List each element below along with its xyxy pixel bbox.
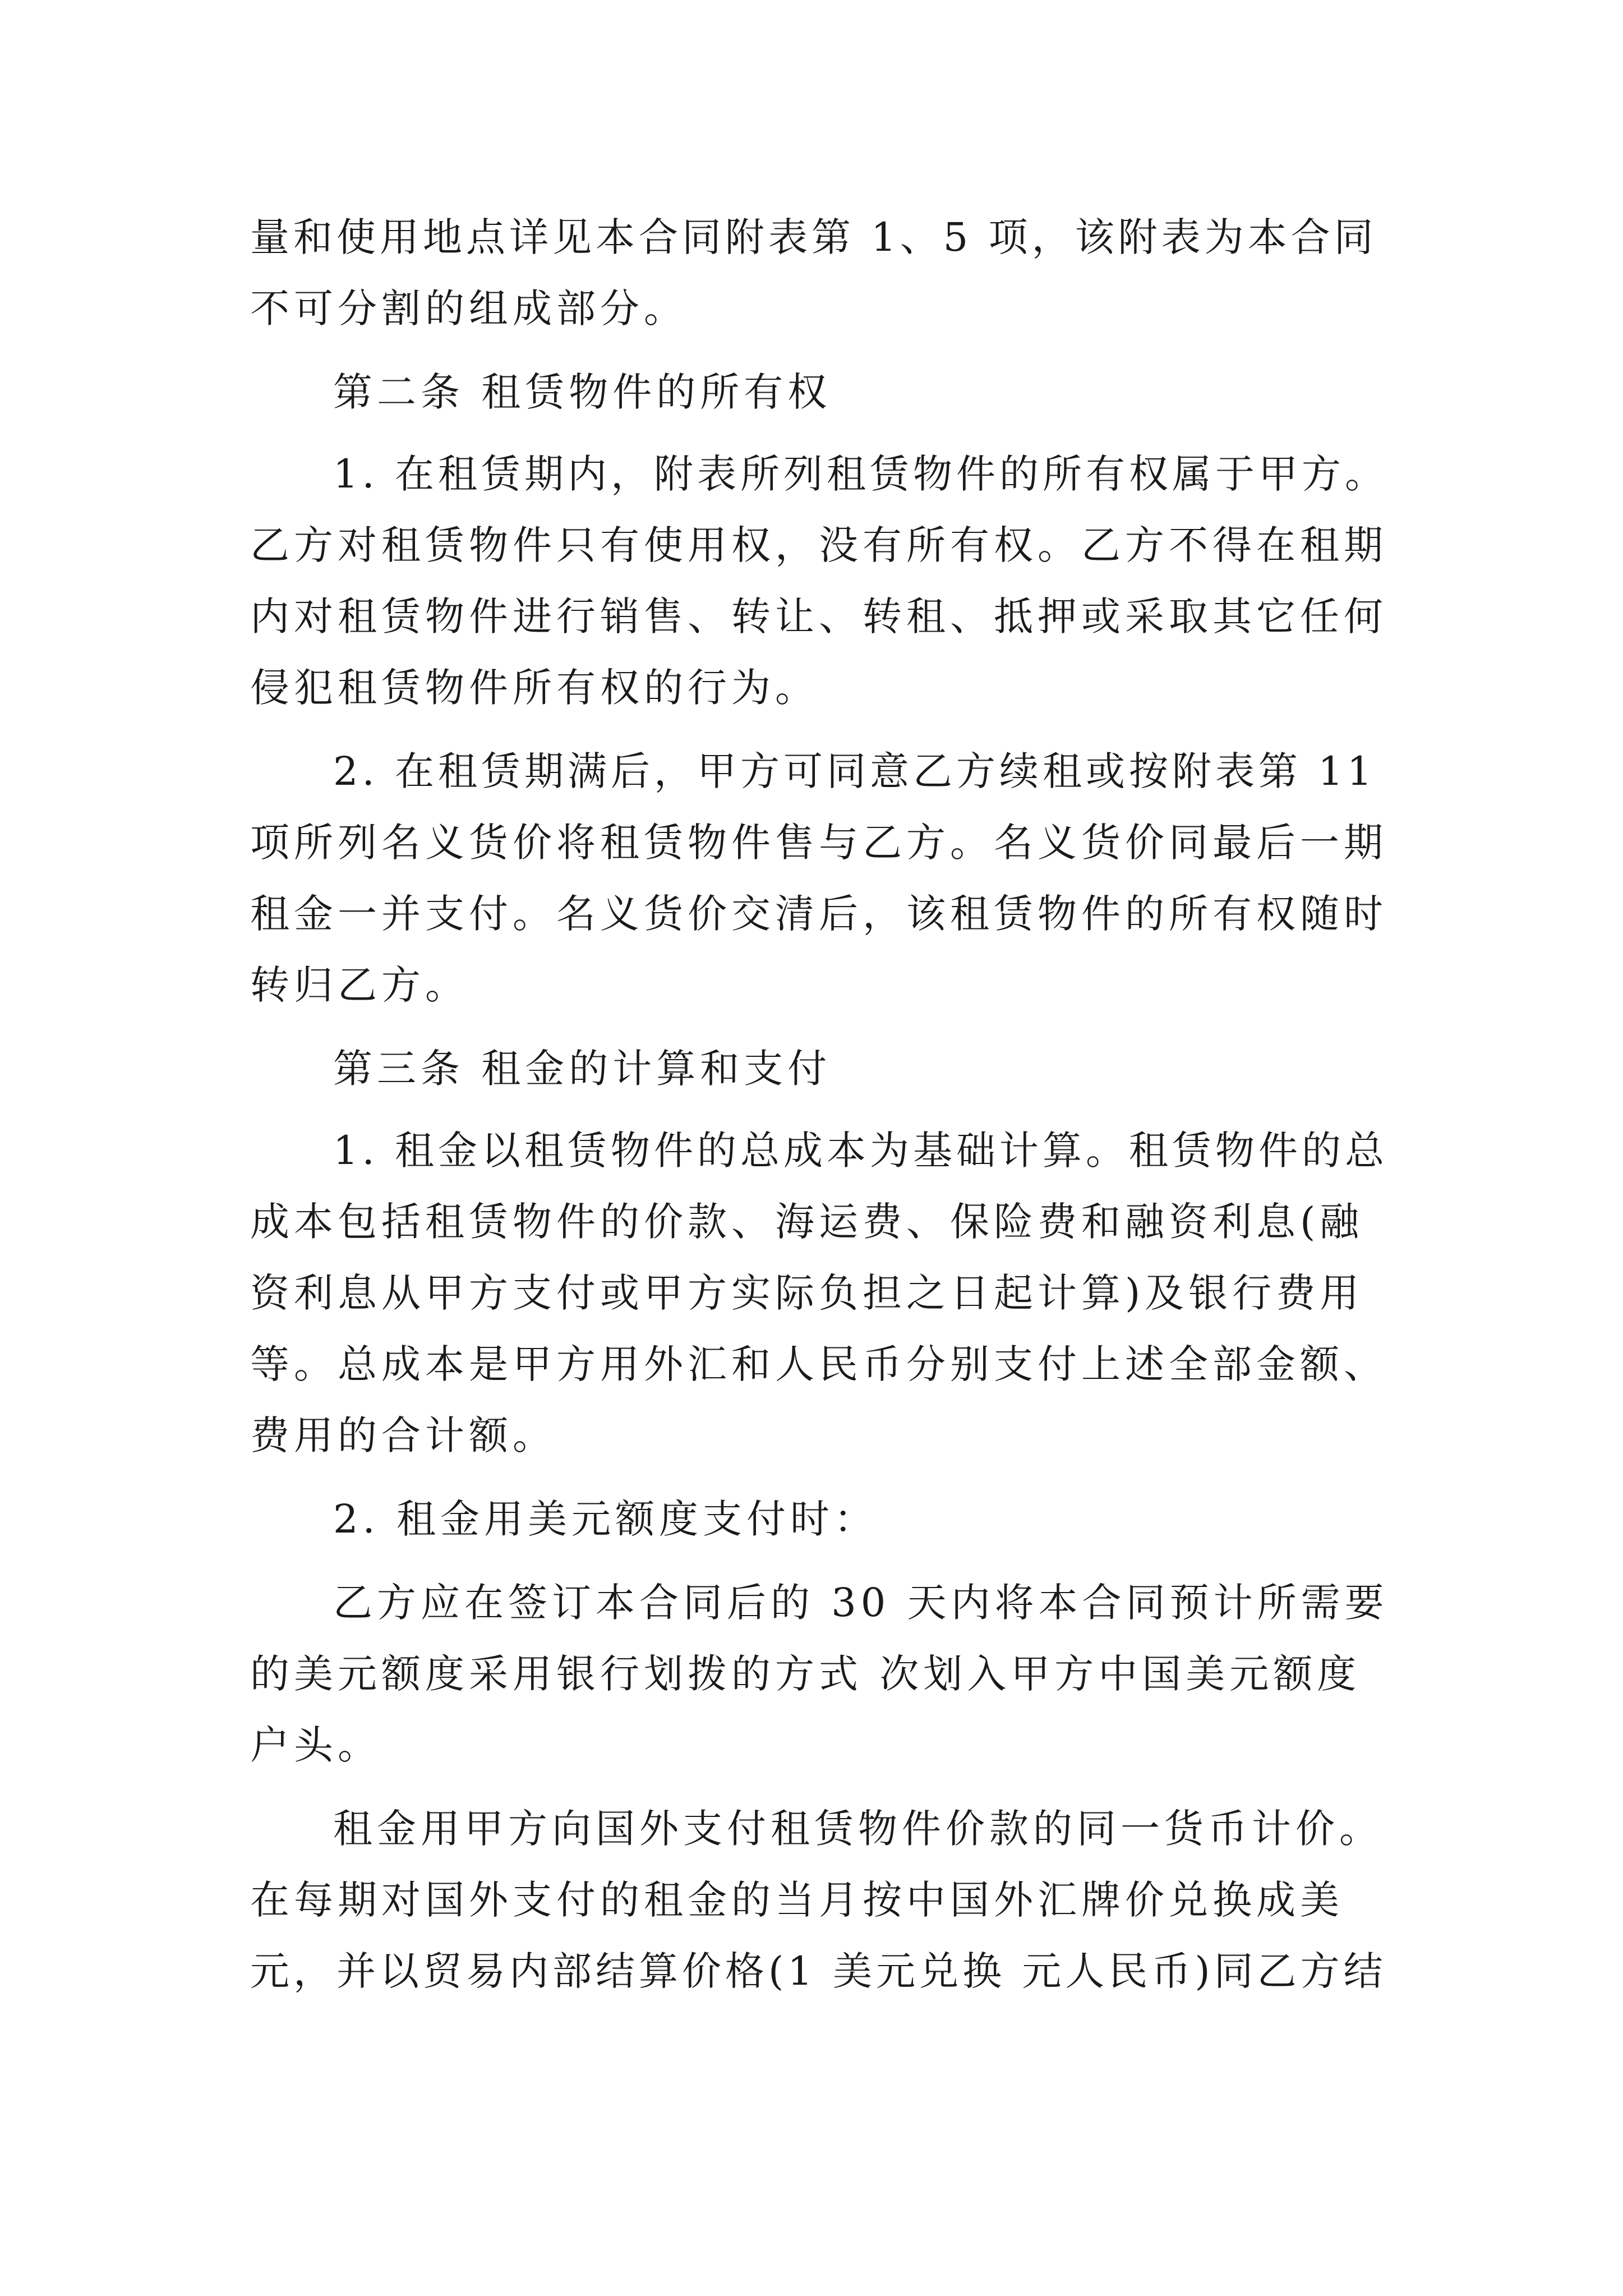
text-line: 2. 租金用美元额度支付时：	[333, 1496, 878, 1542]
text-line: 租金用甲方向国外支付租赁物件价款的同一货币计价。	[333, 1806, 1383, 1852]
text-line: 转归乙方。	[250, 962, 469, 1008]
text-line: 的美元额度采用银行划拨的方式 次划入甲方中国美元额度	[250, 1651, 1361, 1697]
text-line: 乙方对租赁物件只有使用权，没有所有权。乙方不得在租期	[250, 522, 1387, 568]
text-line: 项所列名义货价将租赁物件售与乙方。名义货价同最后一期	[250, 820, 1387, 866]
text-line: 元，并以贸易内部结算价格(1 美元兑换 元人民币)同乙方结	[250, 1948, 1387, 1994]
text-line: 内对租赁物件进行销售、转让、转租、抵押或采取其它任何	[250, 593, 1387, 639]
text-line: 租金一并支付。名义货价交清后，该租赁物件的所有权随时	[250, 891, 1387, 937]
text-line: 乙方应在签订本合同后的 30 天内将本合同预计所需要	[333, 1580, 1389, 1626]
text-line: 等。总成本是甲方用外汇和人民币分别支付上述全部金额、	[250, 1341, 1387, 1387]
text-line: 侵犯租赁物件所有权的行为。	[250, 665, 819, 711]
text-line: 费用的合计额。	[250, 1412, 556, 1458]
text-line: 1. 在租赁期内，附表所列租赁物件的所有权属于甲方。	[333, 451, 1389, 497]
text-line: 不可分割的组成部分。	[250, 286, 688, 332]
section-heading: 第二条 租赁物件的所有权	[333, 369, 832, 415]
text-line: 1. 租金以租赁物件的总成本为基础计算。租赁物件的总	[333, 1128, 1389, 1174]
text-line: 2. 在租赁期满后，甲方可同意乙方续租或按附表第 11	[333, 748, 1376, 794]
text-line: 成本包括租赁物件的价款、海运费、保险费和融资利息(融	[250, 1199, 1364, 1245]
text-line: 资利息从甲方支付或甲方实际负担之日起计算)及银行费用	[250, 1270, 1364, 1316]
text-line: 户头。	[250, 1722, 381, 1768]
text-line: 在每期对国外支付的租金的当月按中国外汇牌价兑换成美	[250, 1877, 1344, 1923]
text-line: 量和使用地点详见本合同附表第 1、5 项，该附表为本合同	[250, 214, 1377, 260]
section-heading: 第三条 租金的计算和支付	[333, 1046, 832, 1092]
